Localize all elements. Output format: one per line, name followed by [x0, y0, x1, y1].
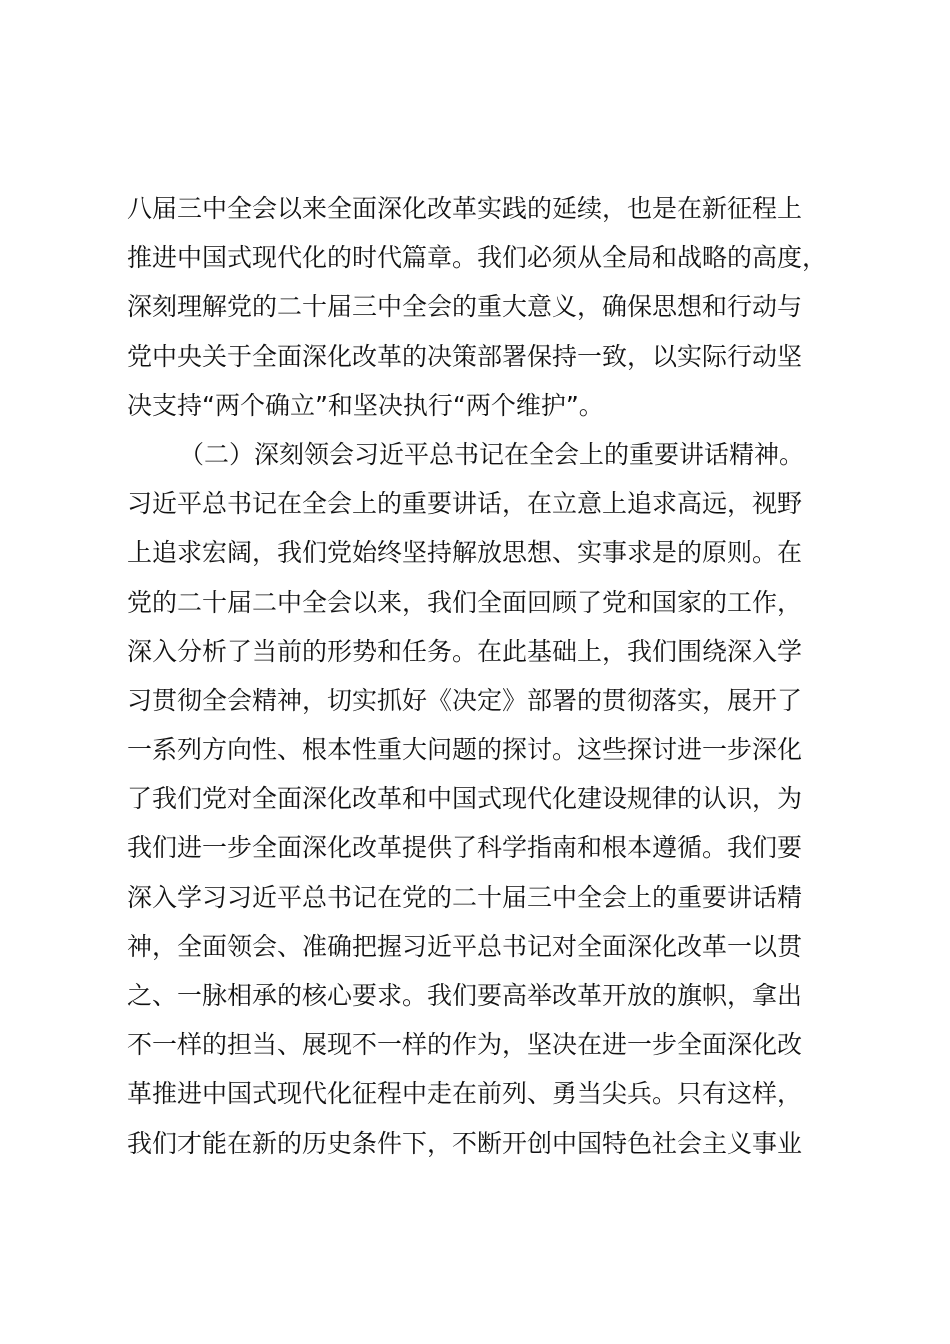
text-line: 一系列方向性、根本性重大问题的探讨。这些探讨进一步深化: [127, 735, 803, 765]
section-heading: （二）深刻领会习近平总书记在全会上的重要讲话精神。: [179, 439, 805, 469]
text-line: 推进中国式现代化的时代篇章。我们必须从全局和战略的高度，: [127, 243, 828, 273]
text-line: 革推进中国式现代化征程中走在前列、勇当尖兵。只有这样，: [127, 1079, 803, 1109]
text-line: 上追求宏阔，我们党始终坚持解放思想、实事求是的原则。在: [127, 538, 803, 568]
text-line: 神，全面领会、准确把握习近平总书记对全面深化改革一以贯: [127, 931, 803, 961]
text-line: 深刻理解党的二十届三中全会的重大意义，确保思想和行动与: [127, 292, 803, 322]
text-line: 党中央关于全面深化改革的决策部署保持一致，以实际行动坚: [127, 341, 803, 371]
text-line: 我们才能在新的历史条件下，不断开创中国特色社会主义事业: [127, 1128, 803, 1158]
text-line: 不一样的担当、展现不一样的作为，坚决在进一步全面深化改: [127, 1030, 803, 1060]
document-body: [127, 184, 867, 1168]
text-line: 了我们党对全面深化改革和中国式现代化建设规律的认识，为: [127, 784, 803, 814]
text-line: 决支持“两个确立”和坚决执行“两个维护”。: [127, 390, 604, 420]
text-line: 习近平总书记在全会上的重要讲话，在立意上追求高远，视野: [127, 489, 803, 519]
text-line: 八届三中全会以来全面深化改革实践的延续，也是在新征程上: [127, 194, 803, 223]
text-line: 习贯彻全会精神，切实抓好《决定》部署的贯彻落实，展开了: [127, 685, 803, 715]
text-line: 之、一脉相承的核心要求。我们要高举改革开放的旗帜，拿出: [127, 981, 803, 1010]
text-line: 我们进一步全面深化改革提供了科学指南和根本遵循。我们要: [127, 833, 803, 863]
text-line: 深入学习习近平总书记在党的二十届三中全会上的重要讲话精: [127, 882, 803, 912]
text-line: 深入分析了当前的形势和任务。在此基础上，我们围绕深入学: [127, 636, 803, 666]
text-line: 党的二十届二中全会以来，我们全面回顾了党和国家的工作，: [127, 587, 803, 617]
